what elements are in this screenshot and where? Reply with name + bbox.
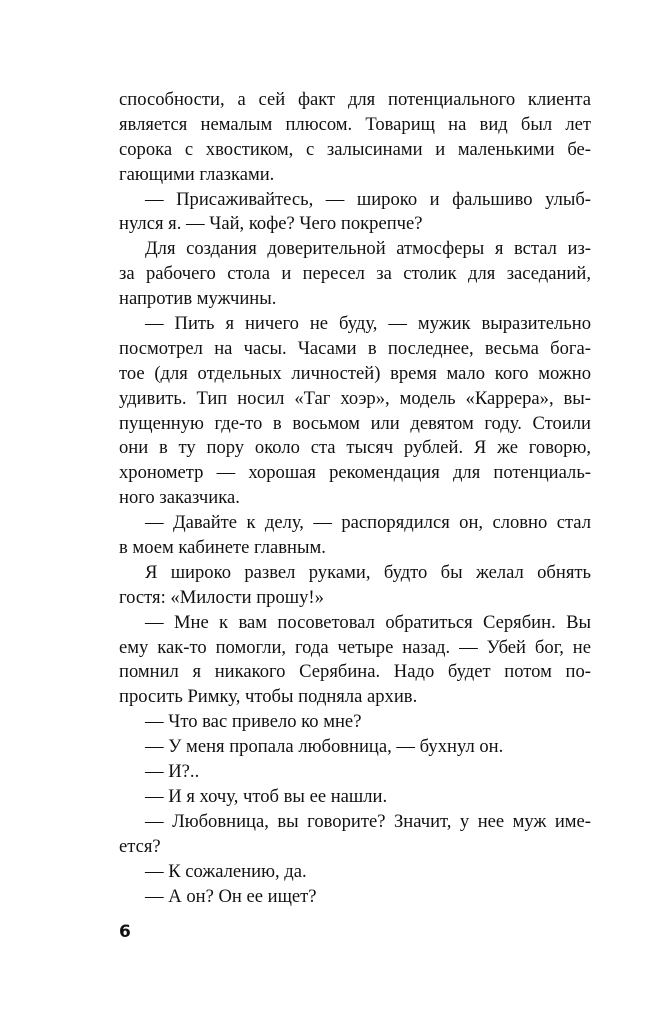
text-line: — У меня пропала любовница, — бухнул он. xyxy=(145,736,504,758)
text-line: ему как-то помогли, года четыре назад. — Убей бог, не xyxy=(119,636,591,658)
text-line: пущенную где-то в восьмом или девятом году. Стоили xyxy=(119,412,591,434)
text-line: — И?.. xyxy=(145,761,200,783)
text-line: гающими глазками. xyxy=(119,163,275,185)
text-line: гостя: «Милости прошу!» xyxy=(119,586,324,608)
text-line: является немалым плюсом. Товарищ на вид был лет xyxy=(119,113,591,135)
text-line: ного заказчика. xyxy=(119,487,240,509)
text-line: — Давайте к делу, — распорядился он, словно стал xyxy=(145,512,591,534)
book-page-text xyxy=(119,88,591,909)
text-line: хронометр — хорошая рекомендация для потенциаль- xyxy=(119,462,591,484)
text-line: посмотрел на часы. Часами в последнее, весьма бога- xyxy=(119,337,591,359)
text-line: нулся я. — Чай, кофе? Чего покрепче? xyxy=(119,213,423,235)
text-line: — Присаживайтесь, — широко и фальшиво улыб- xyxy=(145,188,591,210)
text-line: ется? xyxy=(119,835,161,857)
text-line: Я широко развел руками, будто бы желал обнять xyxy=(145,561,591,583)
page-number: 6 xyxy=(119,922,131,942)
text-line: способности, а сей факт для потенциального клиента xyxy=(119,89,591,110)
text-line: просить Римку, чтобы подняла архив. xyxy=(119,686,418,708)
text-line: — К сожалению, да. xyxy=(145,860,307,882)
text-line: за рабочего стола и пересел за столик для заседаний, xyxy=(119,263,591,285)
text-line: помнил я никакого Серябина. Надо будет потом по- xyxy=(119,661,591,683)
text-line: — Что вас привело ко мне? xyxy=(145,711,362,733)
text-line: удивить. Тип носил «Таг хоэр», модель «Каррера», вы- xyxy=(119,387,591,409)
text-line: сорока с хвостиком, с залысинами и маленькими бе- xyxy=(119,138,591,160)
text-line: — Пить я ничего не буду, — мужик выразительно xyxy=(145,313,591,335)
text-line: в моем кабинете главным. xyxy=(119,537,326,559)
text-line: они в ту пору около ста тысяч рублей. Я же говорю, xyxy=(119,437,591,459)
text-line: Для создания доверительной атмосферы я встал из- xyxy=(145,238,591,260)
text-line: напротив мужчины. xyxy=(119,288,277,310)
text-line: — А он? Он ее ищет? xyxy=(145,885,317,907)
text-line: — И я хочу, чтоб вы ее нашли. xyxy=(145,785,388,807)
text-line: тое (для отдельных личностей) время мало кого можно xyxy=(119,362,591,384)
text-line: — Мне к вам посоветовал обратиться Серябин. Вы xyxy=(145,611,591,633)
text-line: — Любовница, вы говорите? Значит, у нее муж име- xyxy=(145,810,591,832)
